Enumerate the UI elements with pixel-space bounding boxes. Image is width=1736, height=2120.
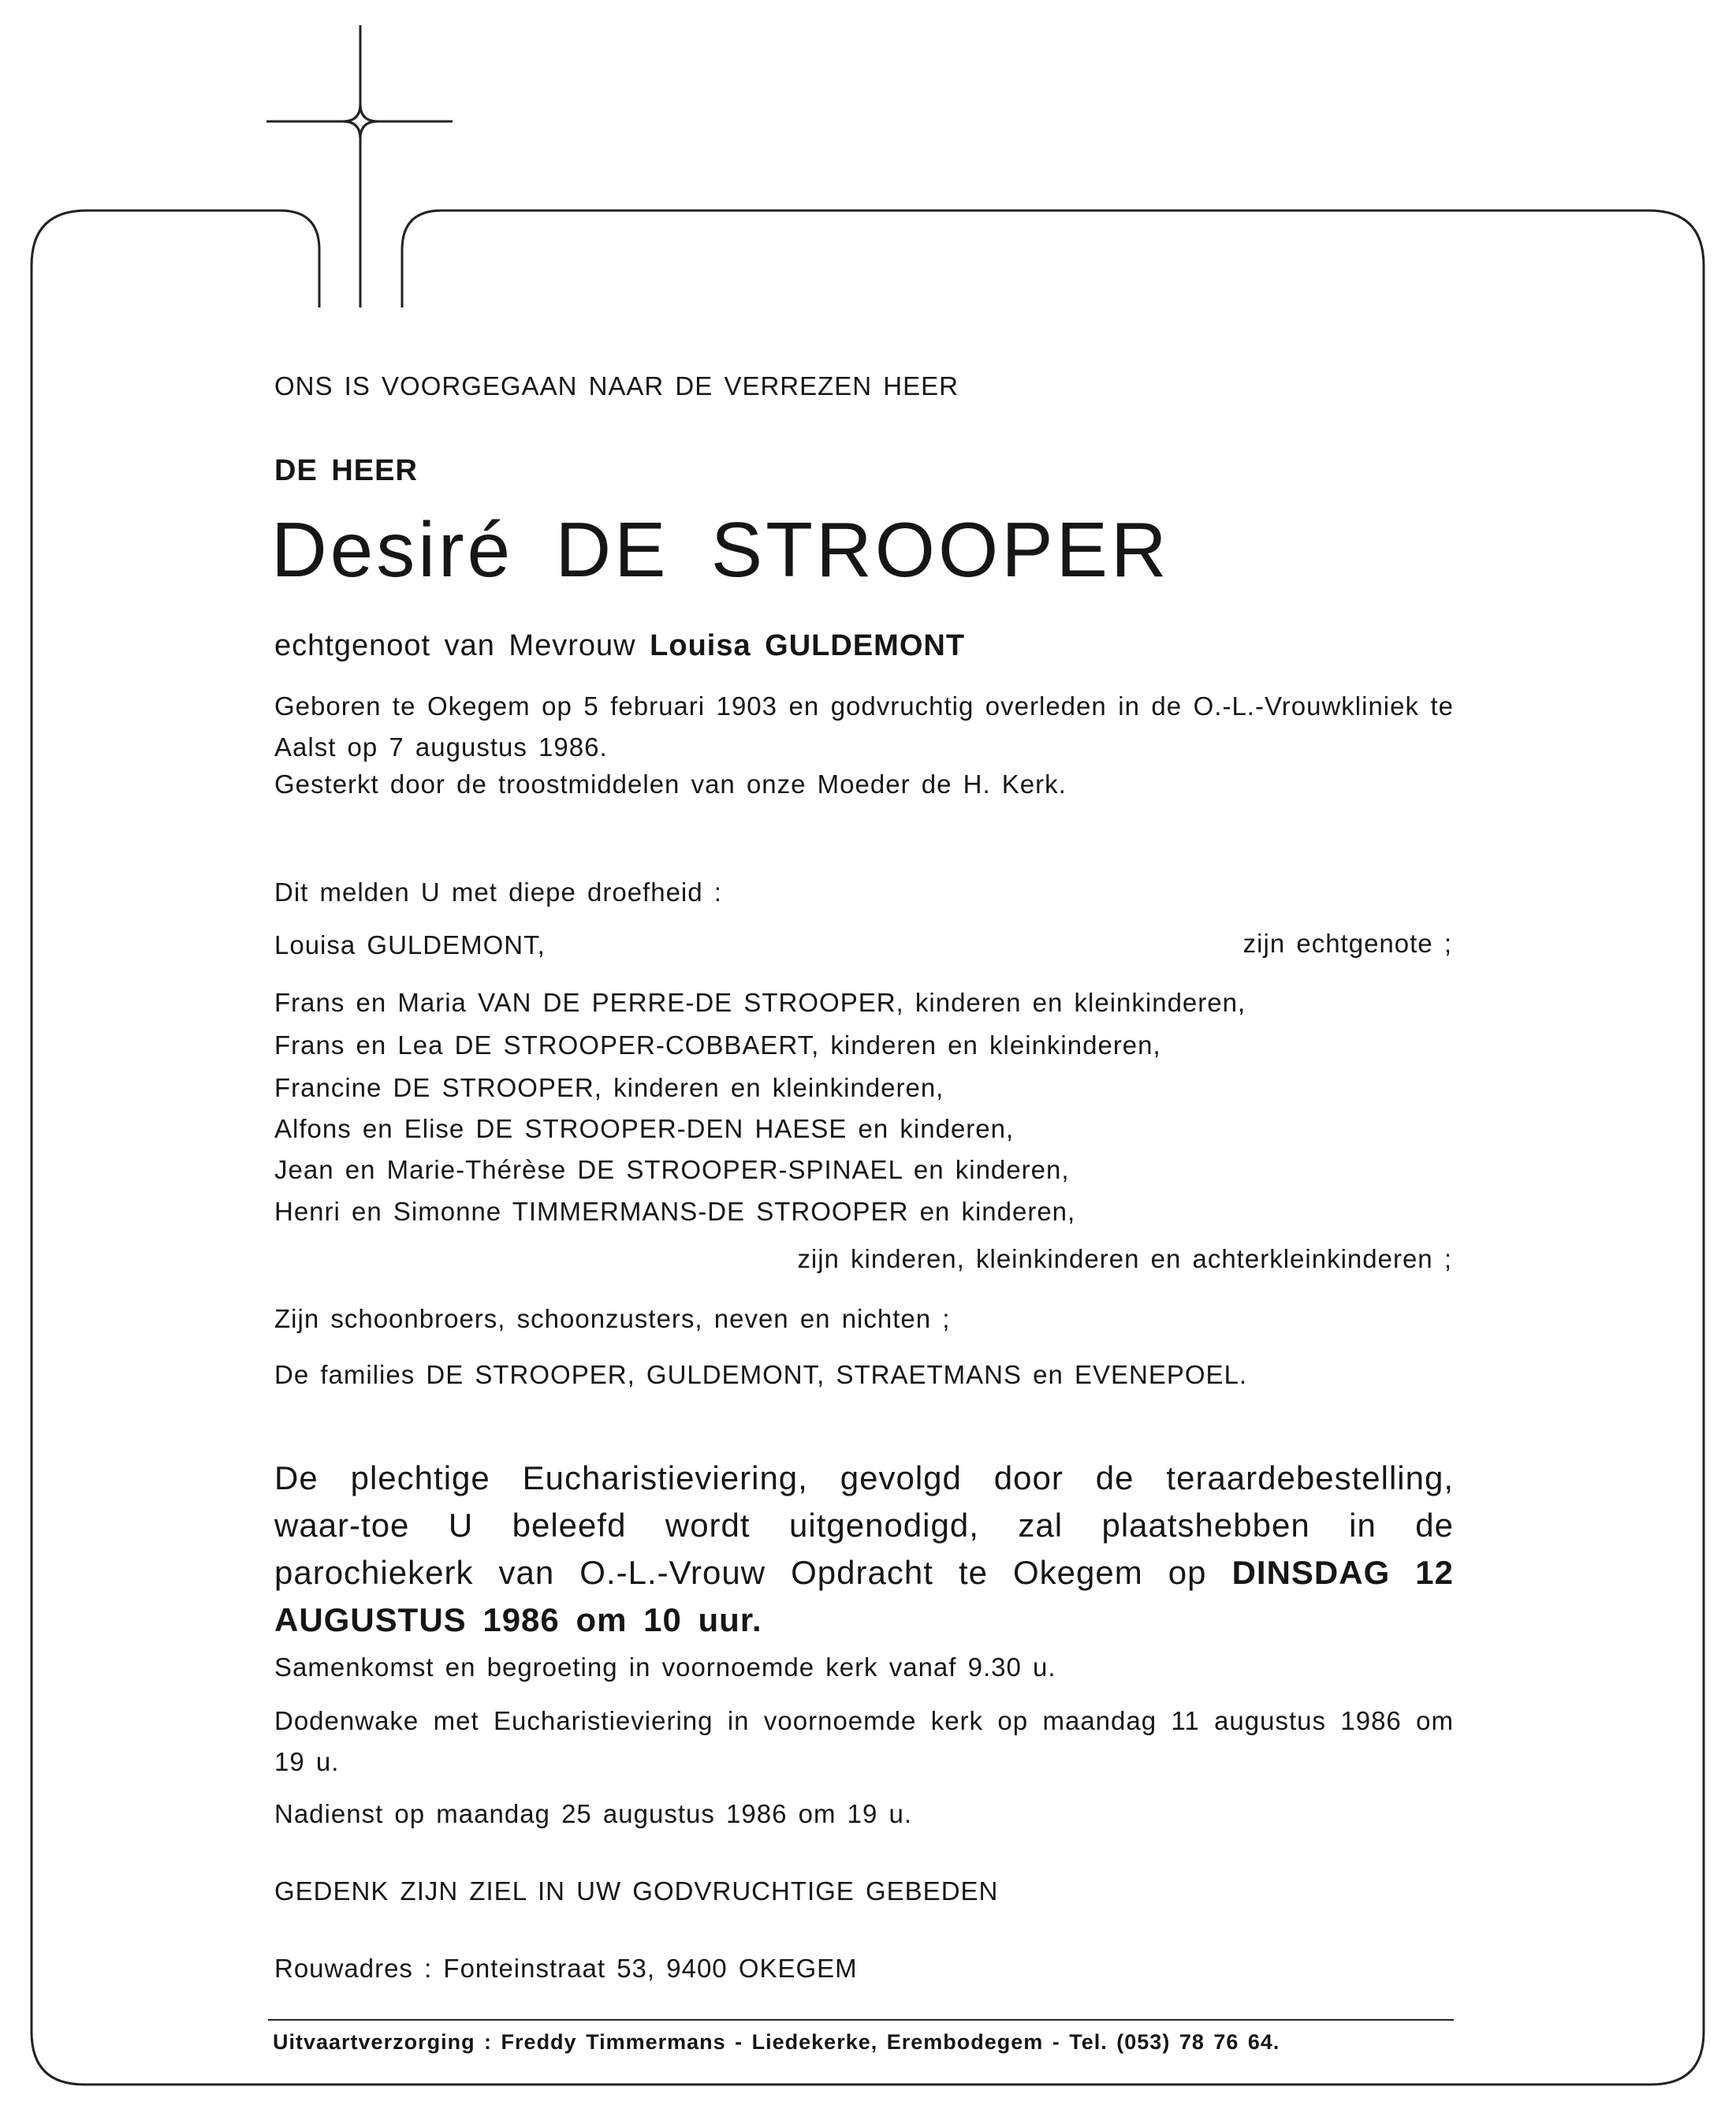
announcement-text: Dit melden U met diepe droefheid : <box>274 877 722 907</box>
children-item: Frans en Lea DE STROOPER-COBBAERT, kinderen en kleinkinderen, <box>274 1030 1161 1060</box>
title-prefix: DE HEER <box>274 454 418 487</box>
spouse-name: Louisa GULDEMONT, <box>274 930 546 959</box>
spouse-relation: zijn echtgenote ; <box>1242 929 1452 958</box>
birth-death-text: Geboren te Okegem op 5 februari 1903 en godvruchtig overleden in de O.-L.-Vrouwkliniek te Aalst op 7 augustus 1986. <box>274 691 1454 762</box>
children-relation: zijn kinderen, kleinkinderen en achterkleinkinderen ; <box>797 1244 1452 1273</box>
children-item: Henri en Simonne TIMMERMANS-DE STROOPER en kinderen, <box>274 1197 1076 1226</box>
inlaws-text: Zijn schoonbroers, schoonzusters, neven en nichten ; <box>274 1304 951 1333</box>
gathering-text: Samenkomst en begroeting in voornoemde kerk vanaf 9.30 u. <box>274 1652 1056 1682</box>
sacraments-text: Gesterkt door de troostmiddelen van onze Moeder de H. Kerk. <box>274 769 1067 799</box>
spouse-line-prefix: echtgenoot van Mevrouw <box>274 629 636 662</box>
cross-icon <box>266 25 453 307</box>
deceased-name: Desiré DE STROOPER <box>271 506 1170 593</box>
intro-line: ONS IS VOORGEGAAN NAAR DE VERREZEN HEER <box>274 371 959 401</box>
children-item: Francine DE STROOPER, kinderen en kleinkinderen, <box>274 1073 944 1102</box>
spouse-line <box>274 628 965 664</box>
children-item: Frans en Maria VAN DE PERRE-DE STROOPER, kinderen en kleinkinderen, <box>274 988 1246 1017</box>
children-item: Jean en Marie-Thérèse DE STROOPER-SPINAEL en kinderen, <box>274 1155 1070 1184</box>
prayer-text: GEDENK ZIJN ZIEL IN UW GODVRUCHTIGE GEBEDEN <box>274 1876 999 1906</box>
ceremony-text <box>274 1455 1454 1644</box>
ceremony-date: DINSDAG 12 AUGUSTUS 1986 om 10 uur. <box>274 1554 1455 1638</box>
spouse-line-name: Louisa GULDEMONT <box>650 629 966 662</box>
families-text: De families DE STROOPER, GULDEMONT, STRAETMANS en EVENEPOEL. <box>274 1360 1248 1389</box>
ceremony-description: De plechtige Eucharistieviering, gevolgd door de teraardebestelling, waar-toe U beleefd wordt uitgenodigd, zal plaatshebben in de parochiekerk van O.-L.-Vrouw Opdracht te Okegem op <box>274 1459 1454 1591</box>
memorial-text: Nadienst op maandag 25 augustus 1986 om 19 u. <box>274 1799 913 1828</box>
address-text: Rouwadres : Fonteinstraat 53, 9400 OKEGEM <box>274 1954 858 1983</box>
children-item: Alfons en Elise DE STROOPER-DEN HAESE en kinderen, <box>274 1114 1015 1143</box>
wake-text: Dodenwake met Eucharistieviering in voornoemde kerk op maandag 11 augustus 1986 om 19 u. <box>274 1706 1454 1776</box>
undertaker-text: Uitvaartverzorging : Freddy Timmermans - Liedekerke, Erembodegem - Tel. (053) 78 76 64. <box>273 2030 1280 2054</box>
footer-divider <box>268 2019 1454 2021</box>
